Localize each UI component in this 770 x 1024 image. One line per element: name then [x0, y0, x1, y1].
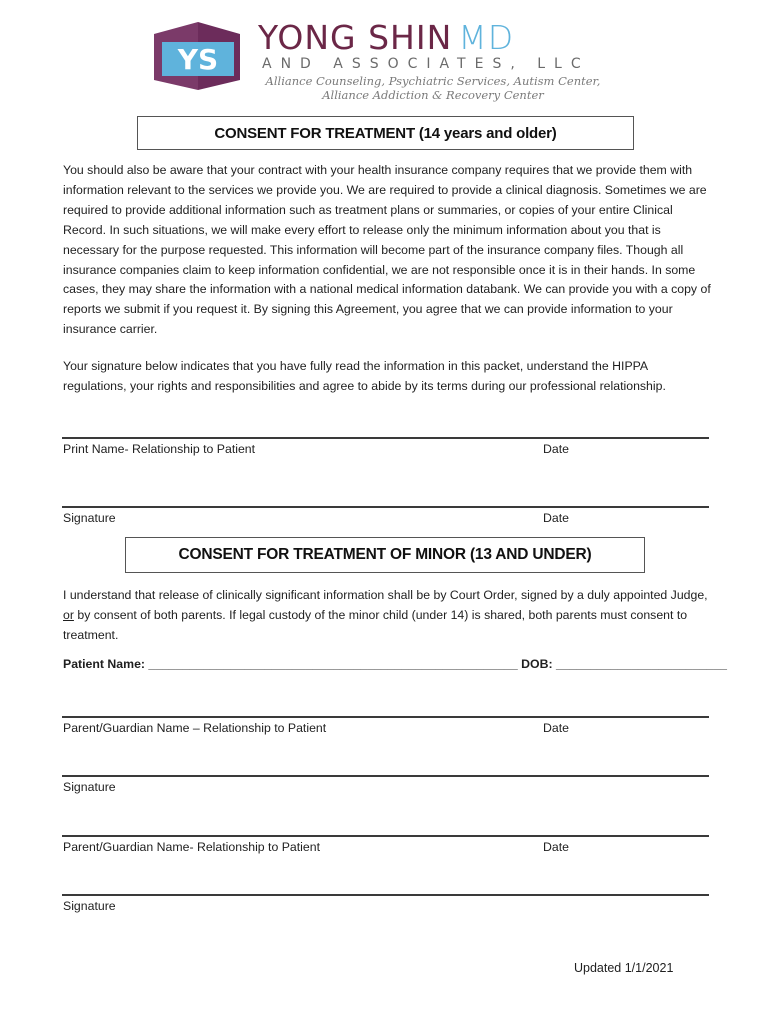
date-label: Date — [543, 511, 569, 525]
guardian-1-name-line[interactable] — [62, 716, 709, 718]
print-name-label: Print Name- Relationship to Patient — [63, 442, 256, 456]
signature-label: Signature — [63, 780, 116, 794]
date-label: Date — [543, 840, 569, 854]
logo-hexagon-icon — [152, 20, 242, 94]
minor-consent-or: or — [63, 607, 74, 622]
patient-name-dob-line[interactable]: Patient Name: ______________________________________________________ DOB: _________________________ — [63, 657, 727, 671]
guardian-1-signature-line[interactable] — [62, 775, 709, 777]
updated-date: Updated 1/1/2021 — [574, 961, 674, 975]
signature-label: Signature — [63, 511, 116, 525]
guardian-2-name-label: Parent/Guardian Name- Relationship to Patient — [63, 840, 321, 854]
section-title-consent-adult: CONSENT FOR TREATMENT (14 years and older) — [137, 116, 634, 150]
minor-consent-text-b: by consent of both parents. If legal custody of the minor child (under 14) is shared, both parents must consent to treatment. — [63, 607, 688, 642]
brand-name — [258, 19, 514, 57]
minor-consent-text-a: I understand that release of clinically significant information shall be by Court Order, signed by a duly appointed Judge, — [63, 588, 708, 602]
section-title-consent-minor: CONSENT FOR TREATMENT OF MINOR (13 AND UNDER) — [125, 537, 645, 573]
guardian-2-name-line[interactable] — [62, 835, 709, 837]
brand-name-main: YONG SHIN — [258, 18, 453, 57]
brand-tagline-1: Alliance Counseling, Psychiatric Services, Autism Center, — [265, 74, 601, 88]
guardian-1-name-label: Parent/Guardian Name – Relationship to Patient — [63, 721, 327, 735]
signature-label: Signature — [63, 899, 116, 913]
date-label: Date — [543, 721, 569, 735]
logo-initials: YS — [177, 43, 219, 76]
brand-name-md: MD — [458, 18, 515, 57]
date-label: Date — [543, 442, 569, 456]
brand-tagline-2: Alliance Addiction & Recovery Center — [322, 88, 544, 102]
adult-signature-line[interactable] — [62, 506, 709, 508]
guardian-2-signature-line[interactable] — [62, 894, 709, 896]
signature-acknowledgement-paragraph: Your signature below indicates that you have fully read the information in this packet, understand the HIPPA regulations, your rights and responsibilities and agree to abide by its terms during our professional relationship. — [63, 359, 666, 393]
brand-subtitle: AND ASSOCIATES, LLC — [262, 56, 590, 72]
print-name-signature-line[interactable] — [62, 437, 709, 439]
minor-consent-paragraph — [63, 586, 713, 646]
insurance-paragraph: You should also be aware that your contract with your health insurance company requires that we provide them with information relevant to the services we provide you. We are required to provide a clinical diagnosis. Sometimes we are required to provide additional information such as treatment plans or summaries, or copies of your entire Clinical Record. In such situations, we will make every effort to release only the minimum information about you that is necessary for the purpose requested. This information will become part of the insurance company files. Though all insurance companies claim to keep information confidential, we are not responsible once it is in their hands. In some cases, they may share the information with a national medical information databank. We can provide you with a copy of reports we submit if you request it. By signing this Agreement, you agree that we can provide information to your insurance carrier. — [63, 163, 711, 337]
company-logo — [152, 20, 242, 94]
